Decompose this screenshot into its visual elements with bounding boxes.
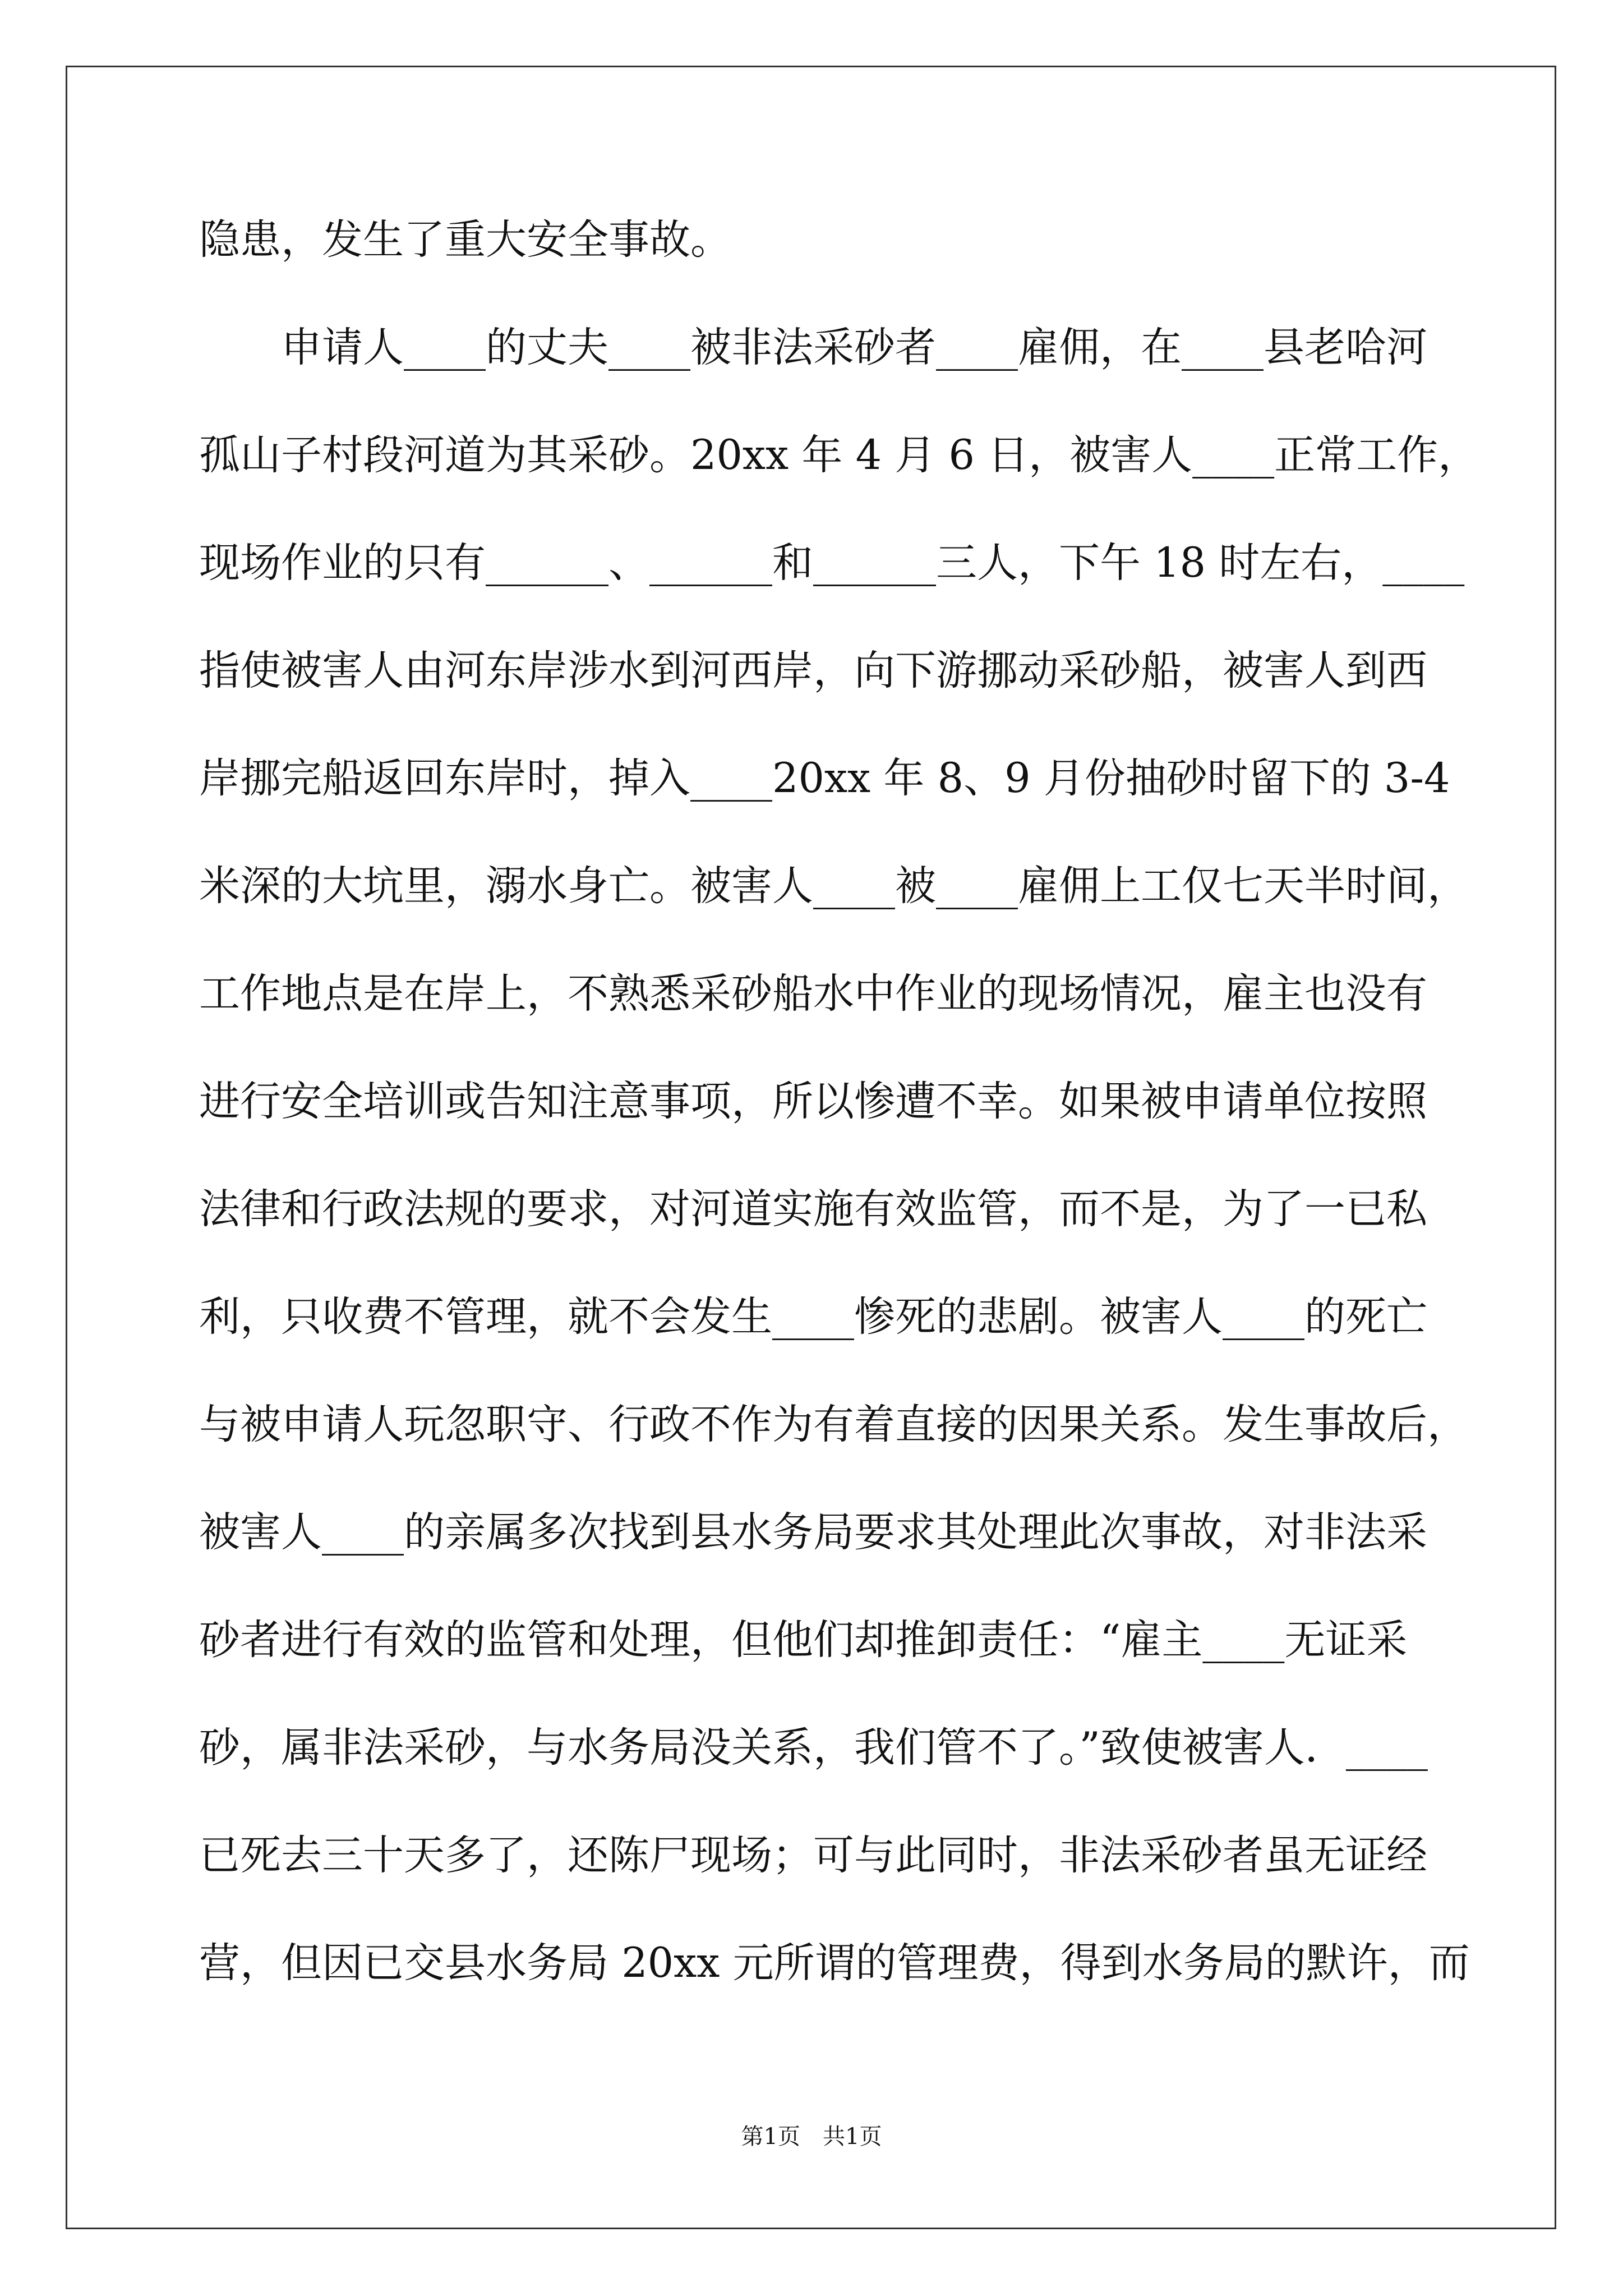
text-line: 被害人____的亲属多次找到县水务局要求其处理此次事故，对非法采 bbox=[199, 1508, 1427, 1556]
document-body bbox=[199, 212, 1479, 2043]
text-line: 砂者进行有效的监管和处理，但他们却推卸责任：“雇主____无证采 bbox=[199, 1616, 1408, 1664]
text-line: 法律和行政法规的要求，对河道实施有效监管，而不是，为了一已私 bbox=[199, 1185, 1427, 1233]
text-line: 与被申请人玩忽职守、行政不作为有着直接的因果关系。发生事故后， bbox=[199, 1401, 1468, 1448]
text-line: 营，但因已交县水务局 20xx 元所谓的管理费，得到水务局的默许，而 bbox=[199, 1939, 1470, 1987]
text-line: 砂，属非法采砂，与水务局没关系，我们管不了。”致使被害人．____ bbox=[199, 1724, 1428, 1772]
text-line: 进行安全培训或告知注意事项，所以惨遭不幸。如果被申请单位按照 bbox=[199, 1078, 1427, 1125]
text-line: 现场作业的只有______、______和______三人，下午 18 时左右，____ bbox=[199, 539, 1465, 587]
text-line: 工作地点是在岸上，不熟悉采砂船水中作业的现场情况，雇主也没有 bbox=[199, 970, 1427, 1018]
text-line: 岸挪完船返回东岸时，掉入____20xx 年 8、9 月份抽砂时留下的 3-4 bbox=[199, 754, 1450, 802]
page-footer: 第1页 共1页 bbox=[741, 2124, 882, 2150]
text-line: 已死去三十天多了，还陈尸现场；可与此同时，非法采砂者虽无证经 bbox=[199, 1832, 1427, 1879]
text-line: 利，只收费不管理，就不会发生____惨死的悲剧。被害人____的死亡 bbox=[199, 1293, 1427, 1341]
text-line: 指使被害人由河东岸涉水到河西岸，向下游挪动采砂船，被害人到西 bbox=[199, 647, 1427, 694]
text-line: 隐患，发生了重大安全事故。 bbox=[199, 216, 731, 264]
text-line: 孤山子村段河道为其采砂。20xx 年 4 月 6 日，被害人____正常工作， bbox=[199, 431, 1479, 479]
text-line: 米深的大坑里，溺水身亡。被害人____被____雇佣上工仅七天半时间， bbox=[199, 862, 1468, 910]
text-line: 申请人____的丈夫____被非法采砂者____雇佣，在____县老哈河 bbox=[199, 324, 1427, 371]
